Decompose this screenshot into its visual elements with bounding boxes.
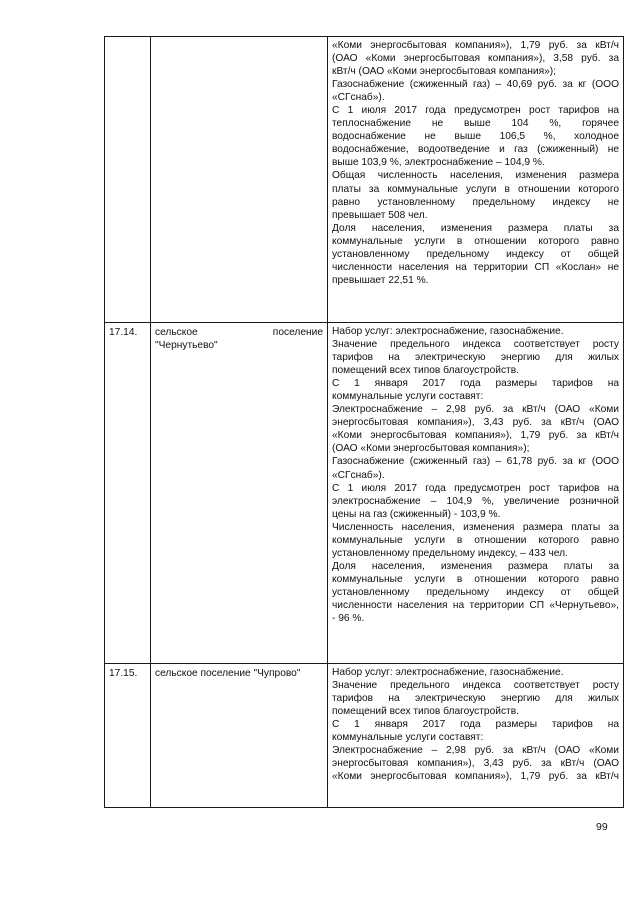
description-line: Значение предельного индекса соответствует росту xyxy=(332,680,619,692)
description-line: «Коми энергосбытовая компания»), 1,79 руб. за кВт/ч xyxy=(332,430,619,442)
description-line: Электроснабжение – 2,98 руб. за кВт/ч (ОАО «Коми xyxy=(332,745,619,757)
description-line: Набор услуг: электроснабжение, газоснабжение. xyxy=(332,326,564,337)
description-line: С 1 июля 2017 года предусмотрен рост тарифов на xyxy=(332,105,619,117)
description-line: численности населения на территории СП «Чернутьево», xyxy=(332,599,619,611)
description-text xyxy=(328,323,623,631)
description-line: «СГснаб»). xyxy=(332,469,385,481)
description-line: Электроснабжение – 2,98 руб. за кВт/ч (ОАО «Коми xyxy=(332,404,619,416)
settlement-cell xyxy=(151,664,328,808)
description-cell xyxy=(328,664,624,808)
description-line: коммунальные услуги составят: xyxy=(332,391,484,403)
settlement-name-line: сельское поселение xyxy=(155,327,323,338)
description-line: Численность населения, изменения размера платы за xyxy=(332,521,619,533)
description-line: теплоснабжение не выше 104 %, горячее xyxy=(332,118,619,130)
description-line: Набор услуг: электроснабжение, газоснабжение. xyxy=(332,667,564,678)
description-line: Значение предельного индекса соответствует росту xyxy=(332,339,619,351)
description-line: Доля населения, изменения размера платы за xyxy=(332,222,619,234)
description-text xyxy=(328,37,623,293)
description-line: выше 103,9 %, электроснабжение – 104,9 %. xyxy=(332,157,545,169)
settlement-name-line: "Чернутьево" xyxy=(155,340,218,352)
description-line: платы за коммунальные услуги в отношении которого xyxy=(332,183,619,195)
description-line: цены на газ (сжиженный) - 103,9 %. xyxy=(332,508,501,520)
description-line: энергосбытовая компания»), 3,43 руб. за кВт/ч (ОАО xyxy=(332,417,619,429)
description-line: установленному предельному индексу от общей xyxy=(332,586,619,598)
description-line: численности населения на территории СП «Кослан» не xyxy=(332,261,619,273)
description-line: Газоснабжение (сжиженный газ) – 40,69 руб. за кг (ООО xyxy=(332,79,619,91)
description-line: - 96 %. xyxy=(332,613,365,625)
description-line: установленному предельному индексу, – 433 чел. xyxy=(332,547,568,559)
description-line: «СГснаб»). xyxy=(332,92,385,104)
description-line: равно установленному предельному индексу не xyxy=(332,196,619,208)
description-line: коммунальные услуги в отношении которого равно xyxy=(332,534,619,546)
description-line: водоснабжение, водоотведение и газ (сжиженный) не xyxy=(332,144,619,156)
settlement-name: сельское поселение "Чупрово" xyxy=(155,668,301,679)
description-line: электроснабжение – 104,9 %, увеличение розничной xyxy=(332,495,619,507)
description-line: превышает 508 чел. xyxy=(332,209,428,221)
description-line: превышает 22,51 %. xyxy=(332,274,429,286)
description-line: коммунальные услуги в отношении которого равно xyxy=(332,573,619,585)
table-row xyxy=(105,37,624,323)
description-line: Общая численность населения, изменения размера xyxy=(332,170,619,182)
row-number: 17.15. xyxy=(109,668,138,679)
row-number: 17.14. xyxy=(109,327,138,338)
description-line: (ОАО «Коми энергосбытовая компания»), 3,58 руб. за xyxy=(332,53,619,65)
description-cell xyxy=(328,37,624,323)
description-line: (ОАО «Коми энергосбытовая компания»); xyxy=(332,443,530,455)
description-line: коммунальные услуги в отношении которого равно xyxy=(332,235,619,247)
description-line: помещений всех типов благоустройств. xyxy=(332,365,519,377)
description-line: помещений всех типов благоустройств. xyxy=(332,706,519,718)
description-line: С 1 января 2017 года размеры тарифов на xyxy=(332,378,619,390)
table-row xyxy=(105,323,624,664)
row-number-cell xyxy=(105,664,151,808)
row-number-cell xyxy=(105,37,151,323)
description-line: тарифов на электрическую энергию для жилых xyxy=(332,352,619,364)
description-line: «Коми энергосбытовая компания»), 1,79 руб. за кВт/ч xyxy=(332,771,619,783)
description-line: тарифов на электрическую энергию для жилых xyxy=(332,693,619,705)
description-line: энергосбытовая компания»), 3,43 руб. за кВт/ч (ОАО xyxy=(332,758,619,770)
description-cell xyxy=(328,323,624,664)
settlement-cell xyxy=(151,37,328,323)
row-number-cell xyxy=(105,323,151,664)
description-line: Доля населения, изменения размера платы за xyxy=(332,560,619,572)
description-line: кВт/ч (ОАО «Коми энергосбытовая компания»); xyxy=(332,66,556,78)
table-row xyxy=(105,664,624,808)
description-text xyxy=(328,664,623,789)
settlement-cell xyxy=(151,323,328,664)
tariff-table xyxy=(104,36,624,808)
description-line: «Коми энергосбытовая компания»), 1,79 руб. за кВт/ч xyxy=(332,40,619,51)
description-line: С 1 июля 2017 года предусмотрен рост тарифов на xyxy=(332,482,619,494)
settlement-name xyxy=(151,323,327,352)
description-line: водоснабжение не выше 106,5 %, холодное xyxy=(332,131,619,143)
description-line: С 1 января 2017 года размеры тарифов на xyxy=(332,719,619,731)
page-number: 99 xyxy=(596,821,608,833)
description-line: Газоснабжение (сжиженный газ) – 61,78 руб. за кг (ООО xyxy=(332,456,619,468)
description-line: установленному предельному индексу от общей xyxy=(332,248,619,260)
description-line: коммунальные услуги составят: xyxy=(332,732,484,744)
